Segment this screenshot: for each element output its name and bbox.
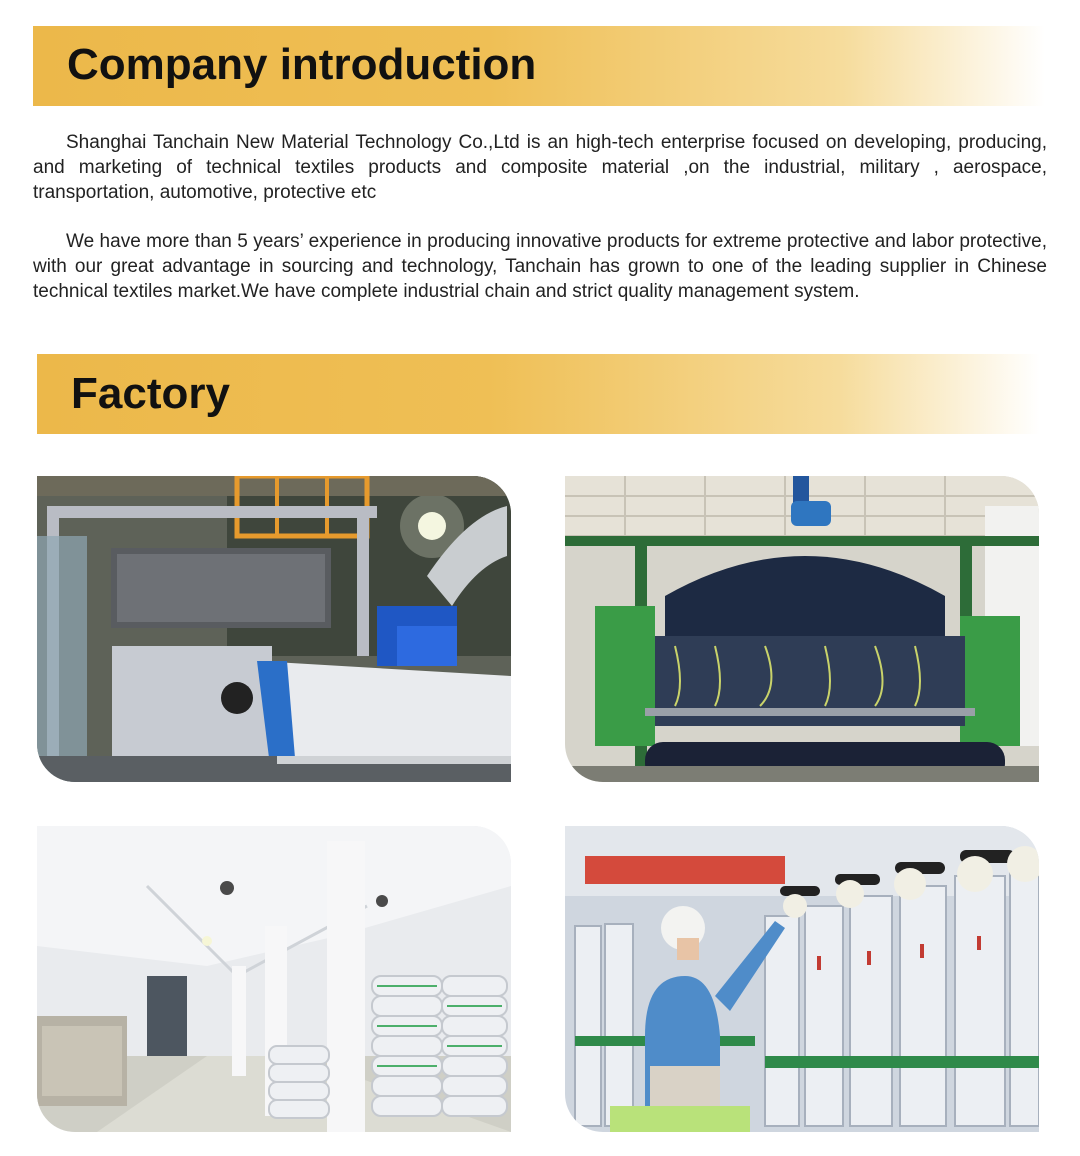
factory-heading: Factory: [71, 369, 230, 418]
coating-machine-image: [565, 476, 1039, 782]
warehouse-image: [37, 826, 511, 1132]
factory-photo-spinning-line: [565, 826, 1039, 1132]
factory-photo-coating-machine: [565, 476, 1039, 782]
company-introduction-heading: Company introduction: [67, 40, 537, 89]
production-line-image: [37, 476, 511, 782]
intro-paragraph-2: We have more than 5 years’ experience in producing innovative products for extreme protective and labor protective, with our great advantage in sourcing and technology, Tanchain has grown to one of the leading supplier in Chinese technical textiles market.We have complete industrial chain and strict quality management system.: [33, 231, 1047, 302]
factory-banner: [37, 354, 1040, 434]
intro-paragraph-1: Shanghai Tanchain New Material Technology Co.,Ltd is an high-tech enterprise focused on developing, producing, and marketing of technical textiles products and composite material ,on the industrial, military , aerospace, transportation, automotive, protective etc: [33, 132, 1047, 203]
company-introduction-banner: [33, 26, 1045, 106]
spinning-line-image: [565, 826, 1039, 1132]
factory-photo-production-line: [37, 476, 511, 782]
factory-photo-warehouse: [37, 826, 511, 1132]
